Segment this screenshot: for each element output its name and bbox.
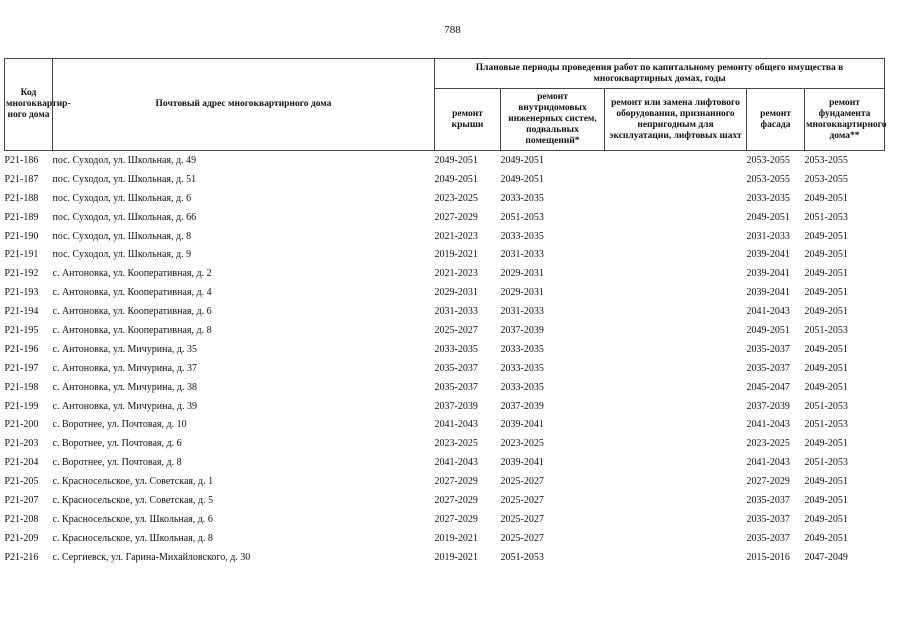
cell-roof: 2023-2025 xyxy=(434,192,478,204)
cell-code: P21-195 xyxy=(4,324,39,336)
cell-address: с. Антоновка, ул. Мичурина, д. 39 xyxy=(52,400,198,412)
cell-lift xyxy=(605,208,747,227)
cell-address: пос. Суходол, ул. Школьная, д. 66 xyxy=(52,211,197,223)
table-row xyxy=(5,415,885,434)
cell-facade: 2045-2047 xyxy=(746,381,790,393)
cell-address: с. Сергиевск, ул. Гарина-Михайловского, д. 30 xyxy=(52,551,251,563)
cell-lift xyxy=(605,415,747,434)
table-row xyxy=(5,227,885,246)
cell-lift xyxy=(605,434,747,453)
table-row xyxy=(5,378,885,397)
cell-code: P21-198 xyxy=(4,381,39,393)
cell-address: с. Антоновка, ул. Кооперативная, д. 8 xyxy=(52,324,212,336)
cell-address: с. Антоновка, ул. Мичурина, д. 37 xyxy=(52,362,198,374)
cell-facade: 2035-2037 xyxy=(746,362,790,374)
cell-roof: 2035-2037 xyxy=(434,381,478,393)
cell-foundation: 2053-2055 xyxy=(804,173,848,185)
cell-roof: 2027-2029 xyxy=(434,211,478,223)
table-header xyxy=(5,59,885,151)
table-row xyxy=(5,340,885,359)
cell-address: с. Воротнее, ул. Почтовая, д. 8 xyxy=(52,457,182,469)
cell-code: P21-204 xyxy=(4,457,39,469)
header-lift: ремонт или замена лифтового оборудования, признанного непригодным для эксплуатации, лифтовых шахт xyxy=(605,89,747,151)
cell-systems: 2025-2027 xyxy=(500,476,544,488)
header-systems: ремонт внутридомовых инженерных систем, подвальных помещений* xyxy=(501,89,605,151)
cell-lift xyxy=(605,472,747,491)
table-row xyxy=(5,283,885,302)
table-row xyxy=(5,321,885,340)
cell-lift xyxy=(605,510,747,529)
cell-roof: 2019-2021 xyxy=(434,249,478,261)
cell-address: пос. Суходол, ул. Школьная, д. 9 xyxy=(52,249,192,261)
table-row xyxy=(5,302,885,321)
cell-roof: 2035-2037 xyxy=(434,362,478,374)
cell-foundation: 2051-2053 xyxy=(804,457,848,469)
table-row xyxy=(5,491,885,510)
cell-systems: 2031-2033 xyxy=(500,306,544,318)
table-row xyxy=(5,170,885,189)
cell-facade: 2035-2037 xyxy=(746,513,790,525)
cell-systems: 2051-2053 xyxy=(500,551,544,563)
cell-systems: 2033-2035 xyxy=(500,230,544,242)
cell-address: с. Антоновка, ул. Мичурина, д. 35 xyxy=(52,343,198,355)
cell-facade: 2053-2055 xyxy=(746,154,790,166)
cell-systems: 2033-2035 xyxy=(500,192,544,204)
cell-systems: 2033-2035 xyxy=(500,362,544,374)
cell-facade: 2027-2029 xyxy=(746,476,790,488)
cell-systems: 2025-2027 xyxy=(500,494,544,506)
cell-roof: 2031-2033 xyxy=(434,306,478,318)
cell-foundation: 2051-2053 xyxy=(804,211,848,223)
table-row xyxy=(5,359,885,378)
cell-facade: 2015-2016 xyxy=(746,551,790,563)
cell-code: P21-200 xyxy=(4,419,39,431)
cell-systems: 2037-2039 xyxy=(500,400,544,412)
cell-foundation: 2051-2053 xyxy=(804,400,848,412)
cell-facade: 2039-2041 xyxy=(746,249,790,261)
cell-foundation: 2049-2051 xyxy=(804,476,848,488)
cell-systems: 2029-2031 xyxy=(500,287,544,299)
cell-systems: 2039-2041 xyxy=(500,457,544,469)
cell-lift xyxy=(605,227,747,246)
table-row xyxy=(5,264,885,283)
cell-facade: 2041-2043 xyxy=(746,419,790,431)
cell-address: пос. Суходол, ул. Школьная, д. 6 xyxy=(52,192,192,204)
cell-code: P21-192 xyxy=(4,268,39,280)
table-row xyxy=(5,510,885,529)
table-row xyxy=(5,397,885,416)
cell-address: с. Воротнее, ул. Почтовая, д. 10 xyxy=(52,419,187,431)
cell-lift xyxy=(605,548,747,567)
cell-foundation: 2049-2051 xyxy=(804,362,848,374)
cell-lift xyxy=(605,321,747,340)
table-row xyxy=(5,151,885,170)
cell-code: P21-203 xyxy=(4,438,39,450)
cell-facade: 2041-2043 xyxy=(746,457,790,469)
cell-address: с. Антоновка, ул. Кооперативная, д. 4 xyxy=(52,287,212,299)
cell-lift xyxy=(605,170,747,189)
cell-systems: 2023-2025 xyxy=(500,438,544,450)
cell-facade: 2039-2041 xyxy=(746,268,790,280)
cell-lift xyxy=(605,529,747,548)
cell-code: P21-189 xyxy=(4,211,39,223)
cell-facade: 2035-2037 xyxy=(746,494,790,506)
cell-foundation: 2049-2051 xyxy=(804,532,848,544)
cell-facade: 2035-2037 xyxy=(746,343,790,355)
cell-address: с. Антоновка, ул. Мичурина, д. 38 xyxy=(52,381,198,393)
cell-roof: 2019-2021 xyxy=(434,532,478,544)
cell-foundation: 2049-2051 xyxy=(804,249,848,261)
cell-lift xyxy=(605,340,747,359)
cell-systems: 2025-2027 xyxy=(500,532,544,544)
cell-systems: 2029-2031 xyxy=(500,268,544,280)
cell-roof: 2027-2029 xyxy=(434,476,478,488)
cell-foundation: 2053-2055 xyxy=(804,154,848,166)
cell-lift xyxy=(605,302,747,321)
cell-systems: 2039-2041 xyxy=(500,419,544,431)
cell-code: P21-216 xyxy=(4,551,39,563)
cell-code: P21-190 xyxy=(4,230,39,242)
cell-systems: 2037-2039 xyxy=(500,324,544,336)
cell-lift xyxy=(605,283,747,302)
cell-address: с. Антоновка, ул. Кооперативная, д. 2 xyxy=(52,268,212,280)
cell-code: P21-197 xyxy=(4,362,39,374)
cell-code: P21-208 xyxy=(4,513,39,525)
cell-foundation: 2049-2051 xyxy=(804,494,848,506)
cell-lift xyxy=(605,491,747,510)
cell-roof: 2041-2043 xyxy=(434,457,478,469)
cell-lift xyxy=(605,453,747,472)
cell-address: с. Воротнее, ул. Почтовая, д. 6 xyxy=(52,438,182,450)
cell-address: пос. Суходол, ул. Школьная, д. 8 xyxy=(52,230,192,242)
cell-roof: 2021-2023 xyxy=(434,230,478,242)
cell-foundation: 2049-2051 xyxy=(804,306,848,318)
cell-systems: 2049-2051 xyxy=(500,154,544,166)
cell-facade: 2031-2033 xyxy=(746,230,790,242)
header-code: Код многоквартир-ного дома xyxy=(5,59,53,151)
cell-address: с. Красносельское, ул. Советская, д. 5 xyxy=(52,494,214,506)
cell-code: P21-207 xyxy=(4,494,39,506)
cell-code: P21-205 xyxy=(4,476,39,488)
cell-foundation: 2049-2051 xyxy=(804,268,848,280)
table-row xyxy=(5,434,885,453)
cell-foundation: 2047-2049 xyxy=(804,551,848,563)
cell-foundation: 2049-2051 xyxy=(804,343,848,355)
header-periods: Плановые периоды проведения работ по капитальному ремонту общего имущества в многоквартирных домах, годы xyxy=(435,59,885,89)
cell-facade: 2049-2051 xyxy=(746,324,790,336)
header-roof: ремонт крыши xyxy=(435,89,501,151)
table-body xyxy=(5,151,885,567)
cell-roof: 2027-2029 xyxy=(434,513,478,525)
cell-facade: 2037-2039 xyxy=(746,400,790,412)
cell-code: P21-188 xyxy=(4,192,39,204)
cell-foundation: 2049-2051 xyxy=(804,381,848,393)
cell-roof: 2029-2031 xyxy=(434,287,478,299)
cell-facade: 2053-2055 xyxy=(746,173,790,185)
cell-foundation: 2049-2051 xyxy=(804,438,848,450)
cell-address: с. Красносельское, ул. Школьная, д. 8 xyxy=(52,532,213,544)
cell-code: P21-187 xyxy=(4,173,39,185)
cell-roof: 2049-2051 xyxy=(434,173,478,185)
cell-roof: 2049-2051 xyxy=(434,154,478,166)
cell-roof: 2037-2039 xyxy=(434,400,478,412)
cell-address: с. Красносельское, ул. Школьная, д. 6 xyxy=(52,513,213,525)
cell-roof: 2023-2025 xyxy=(434,438,478,450)
cell-roof: 2027-2029 xyxy=(434,494,478,506)
cell-code: P21-191 xyxy=(4,249,39,261)
cell-facade: 2049-2051 xyxy=(746,211,790,223)
cell-systems: 2033-2035 xyxy=(500,343,544,355)
cell-systems: 2051-2053 xyxy=(500,211,544,223)
cell-code: P21-209 xyxy=(4,532,39,544)
table-row xyxy=(5,453,885,472)
cell-address: пос. Суходол, ул. Школьная, д. 51 xyxy=(52,173,197,185)
header-facade: ремонт фасада xyxy=(747,89,805,151)
cell-lift xyxy=(605,151,747,170)
cell-foundation: 2051-2053 xyxy=(804,324,848,336)
cell-foundation: 2049-2051 xyxy=(804,287,848,299)
cell-code: P21-193 xyxy=(4,287,39,299)
table-row xyxy=(5,529,885,548)
header-foundation: ремонт фундамента многоквартирного дома** xyxy=(805,89,885,151)
cell-lift xyxy=(605,189,747,208)
cell-foundation: 2051-2053 xyxy=(804,419,848,431)
cell-foundation: 2049-2051 xyxy=(804,513,848,525)
cell-systems: 2031-2033 xyxy=(500,249,544,261)
cell-foundation: 2049-2051 xyxy=(804,192,848,204)
page-number: 788 xyxy=(444,24,461,36)
cell-address: пос. Суходол, ул. Школьная, д. 49 xyxy=(52,154,197,166)
cell-facade: 2041-2043 xyxy=(746,306,790,318)
table-row xyxy=(5,548,885,567)
header-address: Почтовый адрес многоквартирного дома xyxy=(53,59,435,151)
cell-code: P21-196 xyxy=(4,343,39,355)
cell-facade: 2039-2041 xyxy=(746,287,790,299)
cell-systems: 2025-2027 xyxy=(500,513,544,525)
cell-code: P21-194 xyxy=(4,306,39,318)
cell-roof: 2041-2043 xyxy=(434,419,478,431)
cell-lift xyxy=(605,378,747,397)
cell-roof: 2019-2021 xyxy=(434,551,478,563)
cell-systems: 2033-2035 xyxy=(500,381,544,393)
cell-lift xyxy=(605,397,747,416)
cell-roof: 2033-2035 xyxy=(434,343,478,355)
cell-facade: 2035-2037 xyxy=(746,532,790,544)
cell-address: с. Антоновка, ул. Кооперативная, д. 6 xyxy=(52,306,212,318)
capital-repair-schedule-table xyxy=(4,58,885,567)
table-row xyxy=(5,208,885,227)
table-row xyxy=(5,189,885,208)
cell-roof: 2025-2027 xyxy=(434,324,478,336)
cell-address: с. Красносельское, ул. Советская, д. 1 xyxy=(52,476,214,488)
cell-code: P21-186 xyxy=(4,154,39,166)
cell-lift xyxy=(605,245,747,264)
cell-lift xyxy=(605,264,747,283)
cell-facade: 2023-2025 xyxy=(746,438,790,450)
cell-roof: 2021-2023 xyxy=(434,268,478,280)
cell-facade: 2033-2035 xyxy=(746,192,790,204)
cell-systems: 2049-2051 xyxy=(500,173,544,185)
cell-code: P21-199 xyxy=(4,400,39,412)
cell-foundation: 2049-2051 xyxy=(804,230,848,242)
table-row xyxy=(5,472,885,491)
cell-lift xyxy=(605,359,747,378)
table-row xyxy=(5,245,885,264)
